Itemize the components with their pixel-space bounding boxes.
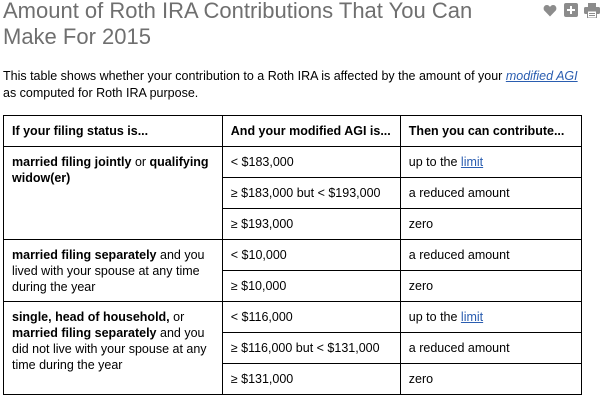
table-row xyxy=(4,147,582,178)
contribution-cell xyxy=(400,178,581,209)
header-filing-status: If your filing status is... xyxy=(4,116,223,147)
filing-status-text: and you lived with your spouse at any time during the year xyxy=(12,248,205,294)
contribution-cell xyxy=(400,333,581,364)
filing-status-text: or xyxy=(169,310,185,324)
agi-range-cell: < $183,000 xyxy=(222,147,400,178)
table-row xyxy=(4,302,582,333)
agi-range-cell: < $10,000 xyxy=(222,240,400,271)
filing-status-text: or xyxy=(131,155,150,169)
page-toolbar xyxy=(542,2,600,18)
filing-status-bold-text: married filing jointly xyxy=(12,155,132,169)
contribution-text: zero xyxy=(408,217,434,231)
heart-icon[interactable] xyxy=(542,2,558,18)
contribution-cell xyxy=(400,209,581,240)
contribution-text: a reduced amount xyxy=(408,341,510,355)
header-modified-agi: And your modified AGI is... xyxy=(222,116,400,147)
filing-status-text: and you did not live with your spouse at any time during the year xyxy=(12,326,207,372)
contribution-cell xyxy=(400,271,581,302)
filing-status-cell xyxy=(4,240,223,302)
contribution-text: a reduced amount xyxy=(408,248,510,262)
filing-status-bold-text: married filing separately xyxy=(12,326,157,340)
filing-status-bold-text: single, head of household, xyxy=(12,310,170,324)
contribution-cell xyxy=(400,302,581,333)
filing-status-bold-text: married filing separately xyxy=(12,248,157,262)
filing-status-cell xyxy=(4,147,223,240)
contribution-text: up to the xyxy=(408,155,461,169)
plus-box-icon[interactable] xyxy=(563,2,579,18)
agi-range-cell: ≥ $116,000 but < $131,000 xyxy=(222,333,400,364)
intro-suffix: as computed for Roth IRA purpose. xyxy=(3,86,199,100)
agi-range-cell: < $116,000 xyxy=(222,302,400,333)
contribution-text: a reduced amount xyxy=(408,186,510,200)
limit-link[interactable]: limit xyxy=(460,310,484,324)
contribution-cell xyxy=(400,240,581,271)
modified-agi-link[interactable]: modified AGI xyxy=(505,69,578,83)
contribution-text: zero xyxy=(408,372,434,386)
contribution-table xyxy=(3,115,582,395)
header-contribute: Then you can contribute... xyxy=(400,116,581,147)
agi-range-cell: ≥ $10,000 xyxy=(222,271,400,302)
table-header-row xyxy=(4,116,582,147)
agi-range-cell: ≥ $183,000 but < $193,000 xyxy=(222,178,400,209)
contribution-text: zero xyxy=(408,279,434,293)
filing-status-cell xyxy=(4,302,223,395)
agi-range-cell: ≥ $131,000 xyxy=(222,364,400,395)
print-icon[interactable] xyxy=(584,2,600,18)
table-body xyxy=(4,147,582,395)
contribution-text: up to the xyxy=(408,310,461,324)
filing-status-bold-text: qualifying widow(er) xyxy=(12,155,209,185)
contribution-cell xyxy=(400,364,581,395)
contribution-cell xyxy=(400,147,581,178)
intro-text: This table shows whether your contribution to a Roth IRA is affected by the amount of your xyxy=(3,69,506,83)
agi-range-cell: ≥ $193,000 xyxy=(222,209,400,240)
page-title: Amount of Roth IRA Contributions That You Can Make For 2015 xyxy=(3,0,473,49)
intro-paragraph xyxy=(3,68,593,102)
table-row xyxy=(4,240,582,271)
limit-link[interactable]: limit xyxy=(460,155,484,169)
